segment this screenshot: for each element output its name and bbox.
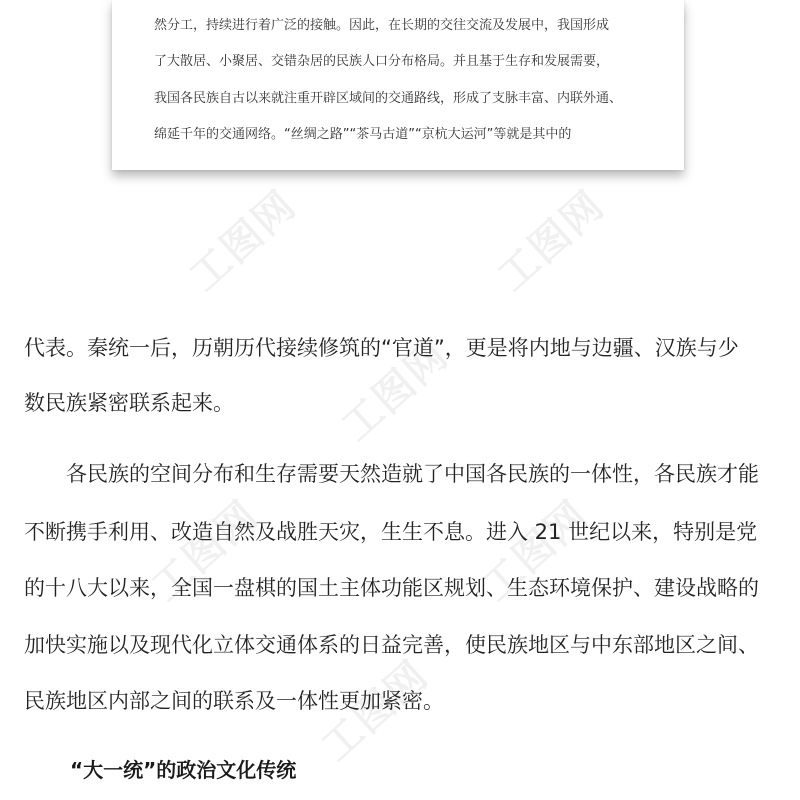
body-line: 不断携手利用、改造自然及战胜天灾，生生不息。进入 21 世纪以来，特别是党 xyxy=(24,520,758,544)
quote-line: 我国各民族自古以来就注重开辟区域间的交通路线，形成了支脉丰富、内联外通、 xyxy=(154,91,623,106)
watermark: 工图网 xyxy=(473,491,598,611)
watermark: 工图网 xyxy=(313,651,438,771)
body-line: 数民族紧密联系起来。 xyxy=(24,391,234,415)
watermark: 工图网 xyxy=(333,331,458,451)
quote-card xyxy=(112,0,684,170)
watermark: 工图网 xyxy=(181,181,306,301)
body-line: 各民族的空间分布和生存需要天然造就了中国各民族的一体性，各民族才能 xyxy=(24,462,759,486)
quote-line: 了大散居、小聚居、交错杂居的民族人口分布格局。并且基于生存和发展需要， xyxy=(154,54,610,69)
body-line: 加快实施以及现代化立体交通体系的日益完善，使民族地区与中东部地区之间、 xyxy=(24,633,759,657)
quote-line: 然分工，持续进行着广泛的接触。因此，在长期的交往交流及发展中，我国形成 xyxy=(154,18,610,33)
body-line: 民族地区内部之间的联系及一体性更加紧密。 xyxy=(24,689,444,713)
body-line: 的十八大以来，全国一盘棋的国土主体功能区规划、生态环境保护、建设战略的 xyxy=(24,576,759,600)
watermark: 工图网 xyxy=(143,491,268,611)
body-line: 代表。秦统一后，历朝历代接续修筑的“官道”，更是将内地与边疆、汉族与少 xyxy=(24,336,739,360)
watermark: 工图网 xyxy=(489,181,614,301)
quote-line: 绵延千年的交通网络。“丝绸之路”“茶马古道”“京杭大运河”等就是其中的 xyxy=(154,127,572,142)
section-heading: “大一统”的政治文化传统 xyxy=(70,758,297,782)
